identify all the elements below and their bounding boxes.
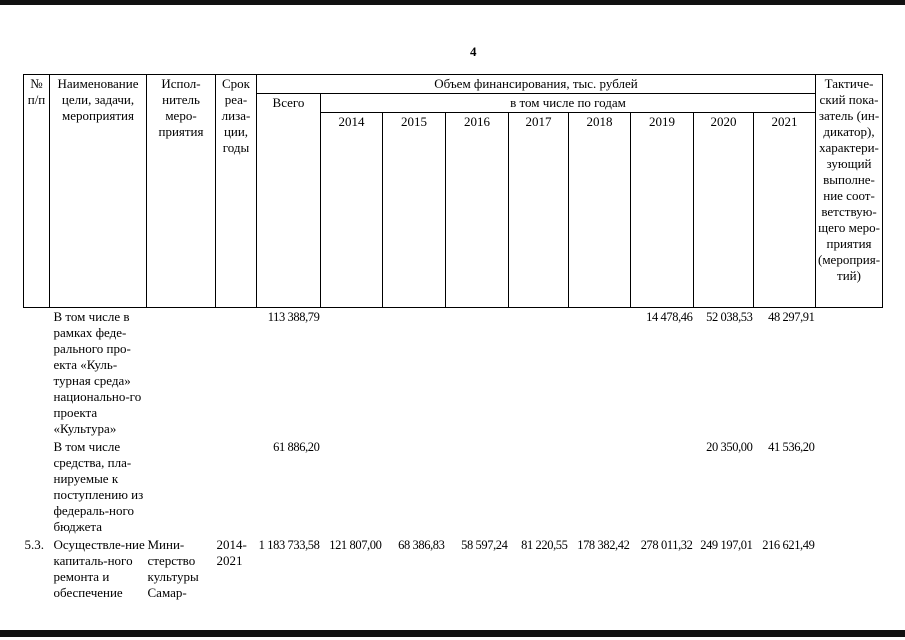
row-year-value [383, 308, 446, 439]
row-executor [147, 438, 216, 536]
row-year-value [446, 438, 509, 536]
row-year-value: 68 386,83 [398, 538, 445, 552]
table-body [24, 308, 883, 603]
table-row [24, 438, 883, 536]
row-total: 1 183 733,58 [258, 538, 320, 552]
row-indicator [816, 308, 883, 439]
header-year: 2021 [754, 113, 816, 308]
row-executor: Мини-стерство культуры Самар- [147, 537, 199, 600]
row-year-value: 121 807,00 [329, 538, 382, 552]
header-year: 2015 [383, 113, 446, 308]
row-period [216, 438, 257, 536]
row-no: 5.3. [24, 537, 44, 552]
row-year-value [509, 308, 569, 439]
row-no [24, 308, 50, 439]
page-number: 4 [470, 44, 477, 59]
row-year-value [569, 308, 631, 439]
row-year-value: 52 038,53 [706, 310, 753, 324]
header-year: 2020 [694, 113, 754, 308]
header-executor: Испол-нитель меро-приятия [147, 75, 216, 308]
row-year-value [321, 438, 383, 536]
bottom-border [0, 630, 905, 637]
header-funding: Объем финансирования, тыс. рублей [257, 75, 816, 94]
row-total: 113 388,79 [267, 310, 320, 324]
row-indicator [816, 536, 883, 602]
row-name: В том числе средства, пла-нируемые к поступлению из федераль-ного бюджета [53, 439, 144, 534]
row-name: Осуществле-ние капиталь-ного ремонта и обеспечение [53, 537, 145, 600]
header-total: Всего [257, 94, 321, 308]
row-year-value: 178 382,42 [577, 538, 630, 552]
row-year-value: 249 197,01 [700, 538, 753, 552]
funding-table [23, 74, 883, 602]
row-year-value: 58 597,24 [461, 538, 508, 552]
row-year-value [569, 438, 631, 536]
table-row [24, 308, 883, 439]
row-year-value [383, 438, 446, 536]
row-year-value [631, 438, 694, 536]
row-year-value: 81 220,55 [521, 538, 568, 552]
header-by-year: в том числе по годам [321, 94, 816, 113]
header-no: № п/п [24, 75, 50, 308]
header-year: 2018 [569, 113, 631, 308]
header-year: 2019 [631, 113, 694, 308]
row-total: 61 886,20 [273, 440, 320, 454]
row-no [24, 438, 50, 536]
row-year-value: 41 536,20 [768, 440, 815, 454]
row-indicator [816, 438, 883, 536]
row-year-value: 278 011,32 [640, 538, 693, 552]
row-year-value [321, 308, 383, 439]
row-period: 2014-2021 [216, 537, 247, 568]
header-year: 2014 [321, 113, 383, 308]
row-year-value [446, 308, 509, 439]
header-period: Срок реа-лиза-ции, годы [216, 75, 257, 308]
row-year-value [509, 438, 569, 536]
top-border [0, 0, 905, 5]
table-row [24, 536, 883, 602]
row-year-value: 20 350,00 [706, 440, 753, 454]
header-indicator: Тактиче-ский пока-затель (ин-дикатор), характери-зующий выполне-ние соот-ветствую-щего меро-приятия (мероприя-тий) [816, 75, 883, 308]
row-name: В том числе в рамках феде-рального про-екта «Куль-турная среда» национально-го проекта «Культура» [53, 309, 142, 436]
row-year-value: 216 621,49 [762, 538, 815, 552]
header-year: 2017 [509, 113, 569, 308]
header-name: Наименование цели, задачи, мероприятия [50, 75, 147, 308]
row-year-value: 48 297,91 [768, 310, 815, 324]
row-period [216, 308, 257, 439]
row-year-value: 14 478,46 [646, 310, 693, 324]
table-header [24, 75, 883, 308]
row-executor [147, 308, 216, 439]
header-year: 2016 [446, 113, 509, 308]
